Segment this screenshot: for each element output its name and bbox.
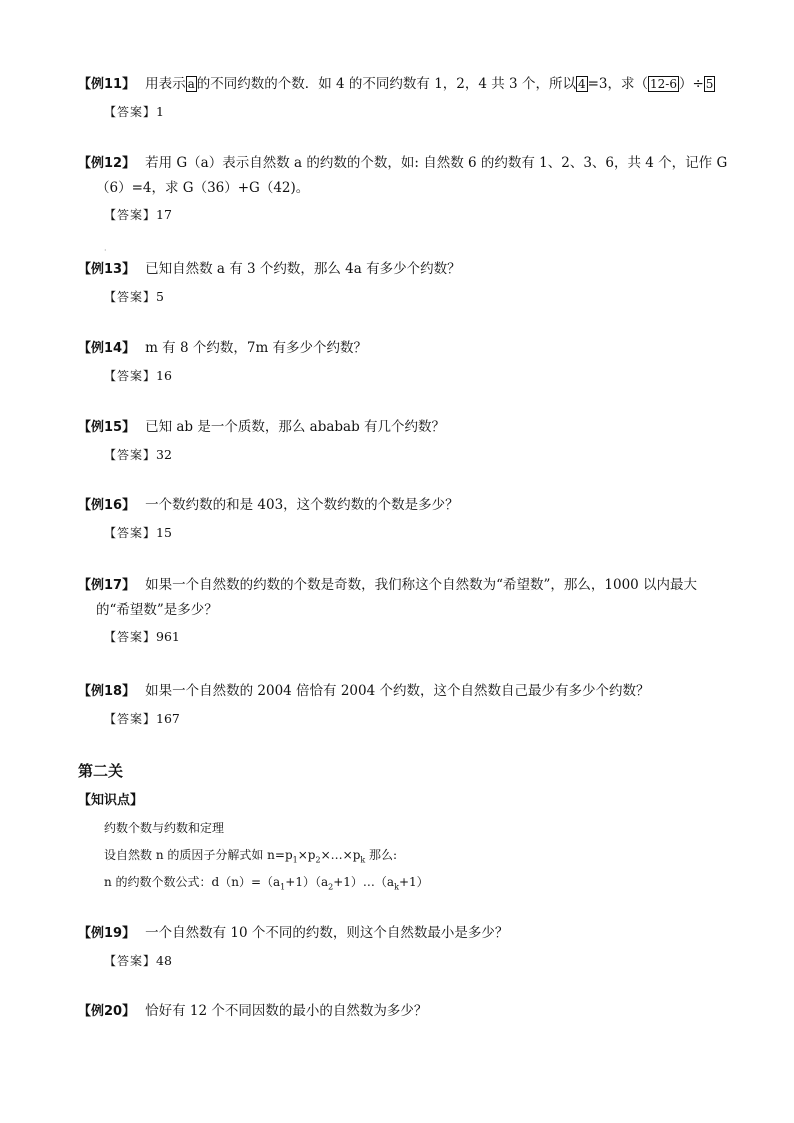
example-12 [78, 151, 728, 226]
example-16 [78, 493, 728, 544]
example-13 [78, 257, 728, 308]
answer-label: 【答案】 [104, 954, 157, 968]
example-tag: 【例11】 [78, 77, 136, 92]
example-tag: 【例16】 [78, 498, 136, 513]
question-text: 如果一个自然数的约数的个数是奇数，我们称这个自然数为“希望数”，那么，1000 以内最大 [145, 577, 698, 593]
answer [104, 286, 728, 308]
answer-value: 15 [156, 525, 172, 540]
answer [104, 101, 728, 123]
example-18 [78, 679, 728, 730]
example-17 [78, 573, 728, 648]
answer-value: 48 [156, 953, 172, 968]
example-tag: 【例13】 [78, 262, 136, 277]
answer [104, 626, 728, 648]
example-tag: 【例14】 [78, 341, 136, 356]
answer-value: 961 [156, 629, 180, 644]
answer-value: 167 [156, 711, 180, 726]
question-text: 恰好有 12 个不同因数的最小的自然数为多少？ [145, 1003, 428, 1019]
question-text: 如果一个自然数的 2004 倍恰有 2004 个约数，这个自然数自己最少有多少个约数？ [145, 683, 650, 699]
answer-label: 【答案】 [104, 105, 157, 119]
knowledge-line-3: n 的约数个数公式：$d(n)=(a_1+1)(a_2+1)\dots(a_k+1)$ [104, 875, 429, 892]
question-text: 一个数约数的和是 403，这个数约数的个数是多少？ [145, 497, 459, 513]
knowledge-line-1: 约数个数与约数和定理 [104, 821, 225, 835]
knowledge-line-2: 设自然数 n 的质因子分解式如 $n=p_1\times p_2\times\dots\times p_k$ 那么: [104, 848, 398, 865]
example-tag: 【例12】 [78, 156, 136, 171]
question [78, 573, 728, 622]
answer-label: 【答案】 [104, 369, 157, 383]
question [78, 151, 728, 200]
answer [104, 708, 728, 730]
question-text-continued: 的“希望数”是多少？ [96, 602, 218, 618]
knowledge-point-label: 【知识点】 [78, 793, 144, 808]
answer-label: 【答案】 [104, 208, 157, 222]
question-text: 已知 ab 是一个质数，那么 ababab 有几个约数？ [145, 419, 446, 435]
question [78, 493, 728, 518]
answer-label: 【答案】 [104, 630, 157, 644]
answer-value: 5 [156, 289, 164, 304]
example-tag: 【例15】 [78, 420, 136, 435]
answer [104, 522, 728, 544]
boxed-symbol: 4 [577, 77, 586, 91]
example-tag: 【例18】 [78, 684, 136, 699]
answer-value: 32 [156, 447, 172, 462]
answer-label: 【答案】 [104, 448, 157, 462]
boxed-symbol: 5 [705, 77, 714, 91]
question-text: 用表示 a 的不同约数的个数．如 4 的不同约数有 1，2，4 共 3 个，所以 4 =3，求（ 12-6 ）÷ 5 [145, 76, 714, 92]
question-text: m 有 8 个约数，7m 有多少个约数？ [145, 340, 368, 356]
question-text: 一个自然数有 10 个不同的约数，则这个自然数最小是多少？ [145, 925, 509, 941]
answer [104, 204, 728, 226]
section-title: 第二关 [78, 762, 124, 780]
answer-value: 16 [156, 368, 172, 383]
example-19 [78, 921, 728, 972]
question [78, 415, 728, 440]
example-tag: 【例17】 [78, 578, 136, 593]
question [78, 921, 728, 946]
boxed-symbol: a [187, 77, 195, 91]
boxed-symbol: 12-6 [650, 77, 677, 91]
question-text-continued: （6）=4，求 G（36）+G（42)。 [96, 180, 310, 196]
question [78, 679, 728, 704]
example-15 [78, 415, 728, 466]
answer-value: 1 [156, 104, 164, 119]
question-text: 若用 G（a）表示自然数 a 的约数的个数，如: 自然数 6 的约数有 1、2、3、6，共 4 个，记作 G [145, 155, 728, 171]
example-tag: 【例19】 [78, 926, 136, 941]
example-20 [78, 999, 728, 1024]
question [78, 72, 728, 97]
question [78, 999, 728, 1024]
answer-label: 【答案】 [104, 526, 157, 540]
answer-label: 【答案】 [104, 290, 157, 304]
question [78, 336, 728, 361]
answer [104, 365, 728, 387]
answer-value: 17 [156, 207, 172, 222]
question-text: 已知自然数 a 有 3 个约数，那么 4a 有多少个约数？ [145, 261, 461, 277]
answer [104, 444, 728, 466]
example-14 [78, 336, 728, 387]
question [78, 257, 728, 282]
example-tag: 【例20】 [78, 1004, 136, 1019]
example-11 [78, 72, 728, 123]
stray-mark: · [104, 246, 107, 255]
answer-label: 【答案】 [104, 712, 157, 726]
answer [104, 950, 728, 972]
